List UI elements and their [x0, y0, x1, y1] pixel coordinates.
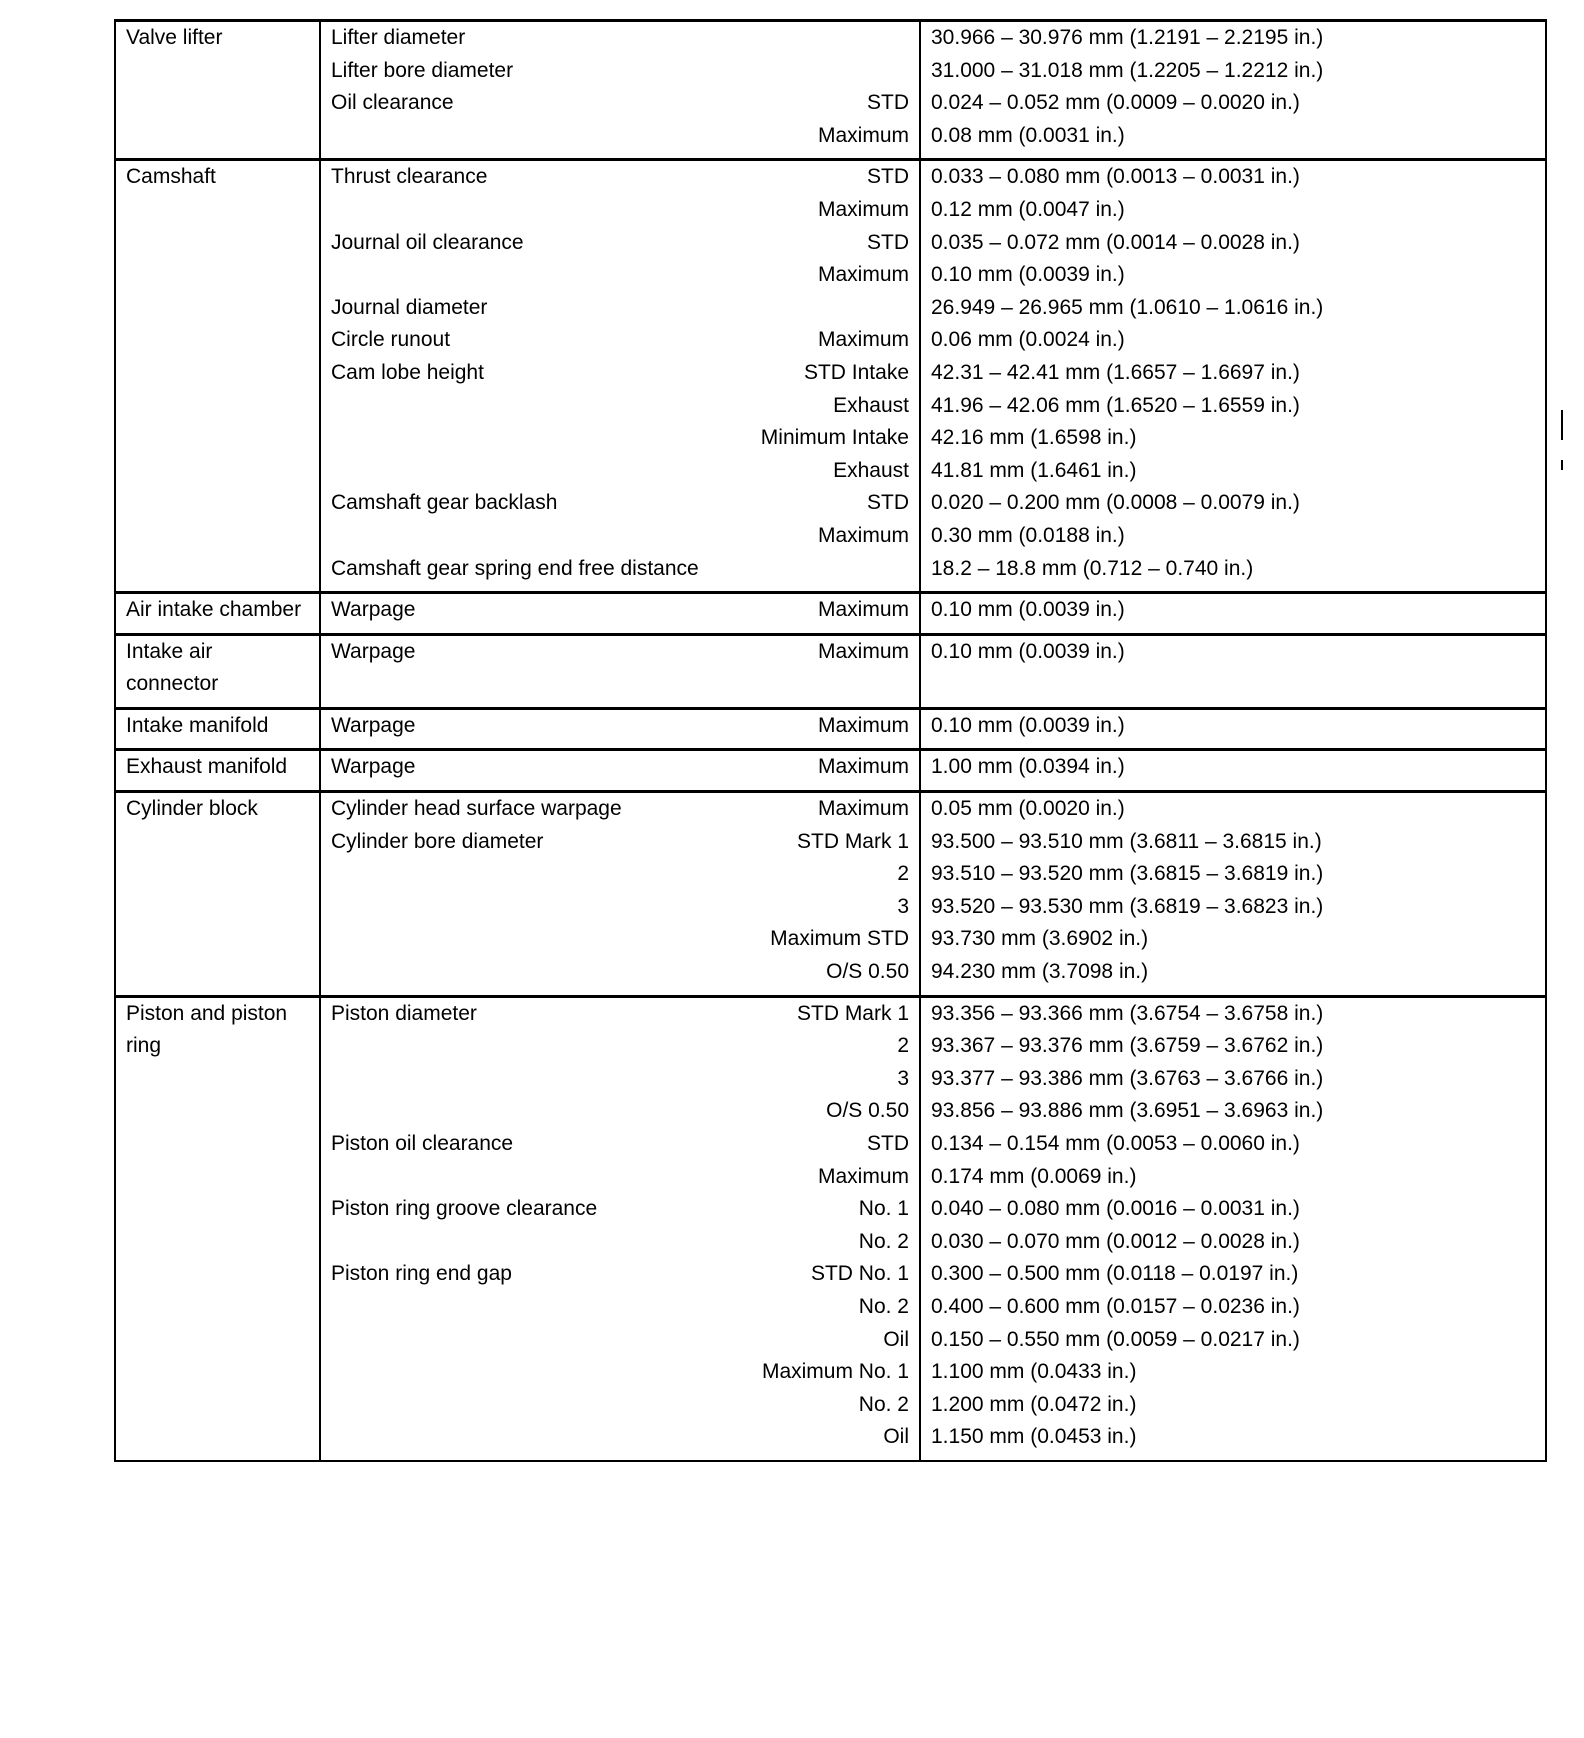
spec-line: [321, 520, 919, 553]
spec-value: 93.356 – 93.366 mm (3.6754 – 3.6758 in.): [931, 1001, 1324, 1025]
spec-value: 0.05 mm (0.0020 in.): [931, 797, 1125, 821]
cell-spacer: [321, 1454, 919, 1460]
qualifier-label: Maximum: [817, 197, 909, 221]
spec-value: 0.30 mm (0.0188 in.): [931, 523, 1125, 547]
qualifier-label: STD No. 1: [810, 1262, 909, 1286]
item-label: Warpage: [331, 598, 416, 622]
item-cell: [320, 996, 920, 1461]
qualifier-label: STD: [867, 230, 909, 254]
value-cell: [920, 634, 1546, 708]
qualifier-label: No. 1: [858, 1197, 909, 1221]
item-label: Warpage: [331, 713, 416, 737]
item-label: Cylinder head surface warpage: [331, 797, 622, 821]
item-label: Camshaft gear spring end free distance: [331, 556, 699, 580]
qualifier-label: Exhaust: [833, 458, 909, 482]
cell-spacer: [321, 585, 919, 591]
component-cell: [115, 792, 320, 997]
table-row: [115, 996, 1546, 1461]
spec-value: 93.500 – 93.510 mm (3.6811 – 3.6815 in.): [931, 829, 1322, 853]
spec-line: [321, 1389, 919, 1422]
spec-value: 0.035 – 0.072 mm (0.0014 – 0.0028 in.): [931, 230, 1300, 254]
cell-spacer: [321, 627, 919, 633]
item-label: Journal diameter: [331, 295, 488, 319]
cell-spacer: [921, 152, 1545, 158]
component-name: Cylinder block: [126, 797, 258, 821]
table-row: [115, 593, 1546, 635]
item-label: Circle runout: [331, 328, 451, 352]
item-label: Lifter diameter: [331, 26, 466, 49]
item-cell: [320, 21, 920, 160]
spec-line: [321, 22, 919, 55]
item-label: Warpage: [331, 755, 416, 779]
component-cell: [115, 593, 320, 635]
spec-value: 1.00 mm (0.0394 in.): [931, 755, 1125, 779]
qualifier-label: O/S 0.50: [826, 960, 909, 984]
cell-spacer: [921, 742, 1545, 748]
item-cell: [320, 792, 920, 997]
specification-table: [114, 19, 1547, 1462]
qualifier-label: Minimum Intake: [760, 426, 909, 450]
qualifier-label: Maximum: [817, 797, 909, 821]
value-cell: [920, 593, 1546, 635]
table-row: [115, 634, 1546, 708]
spec-value: 93.520 – 93.530 mm (3.6819 – 3.6823 in.): [931, 894, 1324, 918]
qualifier-label: Maximum: [817, 713, 909, 737]
qualifier-label: No. 2: [858, 1392, 909, 1416]
cell-spacer: [921, 668, 1545, 674]
spec-line: [321, 1128, 919, 1161]
qualifier-label: Maximum: [817, 123, 909, 147]
spec-line: [321, 227, 919, 260]
spec-value: 94.230 mm (3.7098 in.): [931, 960, 1149, 984]
cell-spacer: [921, 989, 1545, 995]
spec-value: 0.12 mm (0.0047 in.): [931, 197, 1125, 221]
spec-line: [321, 390, 919, 423]
spec-line: [321, 923, 919, 956]
item-label: Piston ring end gap: [331, 1262, 512, 1286]
spec-value: 0.10 mm (0.0039 in.): [931, 598, 1125, 622]
qualifier-label: STD: [867, 491, 909, 515]
component-cell: [115, 634, 320, 708]
spec-line: [321, 1421, 919, 1454]
spec-value: 0.134 – 0.154 mm (0.0053 – 0.0060 in.): [931, 1132, 1300, 1155]
item-cell: [320, 634, 920, 708]
spec-value: 41.81 mm (1.6461 in.): [931, 458, 1137, 482]
value-cell: [920, 708, 1546, 750]
spec-line: [321, 1161, 919, 1194]
qualifier-label: Maximum: [817, 755, 909, 779]
cell-spacer: [321, 989, 919, 995]
spec-line: [321, 553, 919, 586]
spec-line: [321, 891, 919, 924]
value-cell: [920, 21, 1546, 160]
cell-spacer: [116, 627, 319, 633]
item-label: Warpage: [331, 639, 416, 663]
qualifier-label: Maximum: [817, 263, 909, 287]
spec-value: 93.510 – 93.520 mm (3.6815 – 3.6819 in.): [931, 862, 1324, 886]
margin-change-tick: [1561, 460, 1563, 470]
table-row: [115, 708, 1546, 750]
spec-line: [321, 793, 919, 826]
spec-line: [321, 636, 919, 669]
item-label: Cam lobe height: [331, 360, 484, 384]
qualifier-label: Oil: [883, 1327, 909, 1351]
spec-line: [321, 956, 919, 989]
spec-line: [321, 161, 919, 194]
spec-value: 1.100 mm (0.0433 in.): [931, 1360, 1137, 1384]
item-cell: [320, 593, 920, 635]
component-cell: [115, 708, 320, 750]
spec-line: [321, 55, 919, 88]
qualifier-label: STD Mark 1: [796, 829, 909, 853]
margin-change-bar: [1561, 410, 1563, 440]
qualifier-label: STD: [867, 165, 909, 189]
spec-value: 0.10 mm (0.0039 in.): [931, 263, 1125, 287]
component-cell: [115, 750, 320, 792]
component-name: ring: [126, 1034, 162, 1058]
spec-value: 0.06 mm (0.0024 in.): [931, 328, 1125, 352]
item-label: Cylinder bore diameter: [331, 829, 544, 853]
component-name: Exhaust manifold: [126, 755, 288, 779]
item-cell: [320, 750, 920, 792]
table-row: [115, 750, 1546, 792]
spec-value: 31.000 – 31.018 mm (1.2205 – 1.2212 in.): [931, 58, 1324, 82]
spec-line: [321, 422, 919, 455]
spec-value: 0.08 mm (0.0031 in.): [931, 123, 1125, 147]
cell-spacer: [116, 701, 319, 707]
spec-value: 93.730 mm (3.6902 in.): [931, 927, 1149, 951]
spec-line: [321, 1356, 919, 1389]
qualifier-label: Maximum: [817, 1164, 909, 1188]
cell-spacer: [921, 627, 1545, 633]
cell-spacer: [116, 742, 319, 748]
spec-value: 1.150 mm (0.0453 in.): [931, 1425, 1137, 1449]
spec-value: 0.10 mm (0.0039 in.): [931, 639, 1125, 663]
table-row: [115, 792, 1546, 997]
qualifier-label: 3: [897, 1066, 909, 1090]
cell-spacer: [116, 784, 319, 790]
spec-line: [321, 710, 919, 743]
qualifier-label: Exhaust: [833, 393, 909, 417]
value-cell: [920, 750, 1546, 792]
qualifier-label: Oil: [883, 1425, 909, 1449]
item-label: Camshaft gear backlash: [331, 491, 558, 515]
cell-spacer: [921, 585, 1545, 591]
cell-spacer: [321, 742, 919, 748]
qualifier-label: No. 2: [858, 1229, 909, 1253]
component-name: connector: [126, 672, 219, 696]
spec-value: 41.96 – 42.06 mm (1.6520 – 1.6559 in.): [931, 393, 1300, 417]
qualifier-label: STD Intake: [803, 360, 909, 384]
spec-line: [321, 292, 919, 325]
cell-spacer: [116, 826, 319, 832]
spec-value: 0.150 – 0.550 mm (0.0059 – 0.0217 in.): [931, 1327, 1300, 1351]
qualifier-label: STD: [867, 1132, 909, 1155]
item-label: Thrust clearance: [331, 165, 488, 189]
component-cell: [115, 21, 320, 160]
value-cell: [920, 160, 1546, 593]
component-cell: [115, 996, 320, 1461]
spec-line: [321, 1030, 919, 1063]
cell-spacer: [116, 194, 319, 200]
qualifier-label: Maximum: [817, 523, 909, 547]
spec-line: [321, 357, 919, 390]
spec-line: [321, 998, 919, 1031]
spec-value: 0.033 – 0.080 mm (0.0013 – 0.0031 in.): [931, 165, 1300, 189]
spec-line: [321, 87, 919, 120]
spec-value: 0.024 – 0.052 mm (0.0009 – 0.0020 in.): [931, 91, 1300, 115]
spec-line: [321, 487, 919, 520]
spec-line: [321, 455, 919, 488]
qualifier-label: STD: [867, 91, 909, 115]
spec-line: [321, 826, 919, 859]
component-name: Intake air: [126, 639, 213, 663]
component-cell: [115, 160, 320, 593]
component-name: Piston and piston: [126, 1001, 288, 1025]
spec-value: 0.174 mm (0.0069 in.): [931, 1164, 1137, 1188]
spec-line: [321, 594, 919, 627]
spec-line: [321, 1291, 919, 1324]
qualifier-label: 2: [897, 1034, 909, 1058]
component-name: Air intake chamber: [126, 598, 302, 622]
cell-spacer: [921, 1454, 1545, 1460]
spec-line: [321, 1095, 919, 1128]
component-name: Camshaft: [126, 165, 216, 189]
spec-line: [321, 259, 919, 292]
spec-section: [115, 750, 1546, 792]
spec-value: 0.10 mm (0.0039 in.): [931, 713, 1125, 737]
spec-line: [321, 1258, 919, 1291]
cell-spacer: [921, 784, 1545, 790]
spec-value: 0.300 – 0.500 mm (0.0118 – 0.0197 in.): [931, 1262, 1299, 1286]
cell-spacer: [321, 152, 919, 158]
spec-section: [115, 160, 1546, 593]
spec-value: 93.377 – 93.386 mm (3.6763 – 3.6766 in.): [931, 1066, 1324, 1090]
spec-section: [115, 996, 1546, 1461]
spec-value: 42.16 mm (1.6598 in.): [931, 426, 1137, 450]
spec-value: 42.31 – 42.41 mm (1.6657 – 1.6697 in.): [931, 360, 1300, 384]
spec-value: 0.040 – 0.080 mm (0.0016 – 0.0031 in.): [931, 1197, 1300, 1221]
qualifier-label: No. 2: [858, 1294, 909, 1318]
item-label: Journal oil clearance: [331, 230, 524, 254]
spec-value: 93.367 – 93.376 mm (3.6759 – 3.6762 in.): [931, 1034, 1324, 1058]
cell-spacer: [116, 55, 319, 61]
qualifier-label: 3: [897, 894, 909, 918]
item-label: Piston diameter: [331, 1001, 477, 1025]
spec-section: [115, 634, 1546, 708]
qualifier-label: Maximum No. 1: [761, 1360, 909, 1384]
spec-line: [321, 1226, 919, 1259]
value-cell: [920, 792, 1546, 997]
qualifier-label: O/S 0.50: [826, 1099, 909, 1123]
spec-value: 0.020 – 0.200 mm (0.0008 – 0.0079 in.): [931, 491, 1300, 515]
spec-line: [321, 1063, 919, 1096]
qualifier-label: Maximum: [817, 328, 909, 352]
qualifier-label: Maximum STD: [770, 927, 909, 951]
spec-value: 30.966 – 30.976 mm (1.2191 – 2.2195 in.): [931, 26, 1324, 49]
spec-value: 1.200 mm (0.0472 in.): [931, 1392, 1137, 1416]
spec-line: [321, 858, 919, 891]
spec-value: 18.2 – 18.8 mm (0.712 – 0.740 in.): [931, 556, 1254, 580]
spec-section: [115, 593, 1546, 635]
qualifier-label: STD Mark 1: [796, 1001, 909, 1025]
cell-spacer: [321, 784, 919, 790]
spec-section: [115, 708, 1546, 750]
spec-value: 0.400 – 0.600 mm (0.0157 – 0.0236 in.): [931, 1294, 1300, 1318]
item-cell: [320, 708, 920, 750]
qualifier-label: Maximum: [817, 639, 909, 663]
item-label: Lifter bore diameter: [331, 58, 514, 82]
spec-value: 26.949 – 26.965 mm (1.0610 – 1.0616 in.): [931, 295, 1324, 319]
spec-value: 93.856 – 93.886 mm (3.6951 – 3.6963 in.): [931, 1099, 1324, 1123]
qualifier-label: Maximum: [817, 598, 909, 622]
qualifier-label: 2: [897, 862, 909, 886]
spec-line: [321, 120, 919, 153]
item-label: Piston oil clearance: [331, 1132, 514, 1155]
item-label: Oil clearance: [331, 91, 454, 115]
spec-line: [321, 1324, 919, 1357]
table-row: [115, 21, 1546, 160]
spec-value: 0.030 – 0.070 mm (0.0012 – 0.0028 in.): [931, 1229, 1300, 1253]
item-cell: [320, 160, 920, 593]
spec-line: [321, 194, 919, 227]
spec-section: [115, 21, 1546, 160]
component-name: Intake manifold: [126, 713, 269, 737]
cell-spacer: [321, 668, 919, 674]
value-cell: [920, 996, 1546, 1461]
spec-line: [321, 1193, 919, 1226]
spec-line: [321, 751, 919, 784]
table-row: [115, 160, 1546, 593]
spec-section: [115, 792, 1546, 997]
cell-spacer: [116, 1063, 319, 1069]
item-label: Piston ring groove clearance: [331, 1197, 598, 1221]
spec-line: [321, 324, 919, 357]
component-name: Valve lifter: [126, 26, 223, 49]
